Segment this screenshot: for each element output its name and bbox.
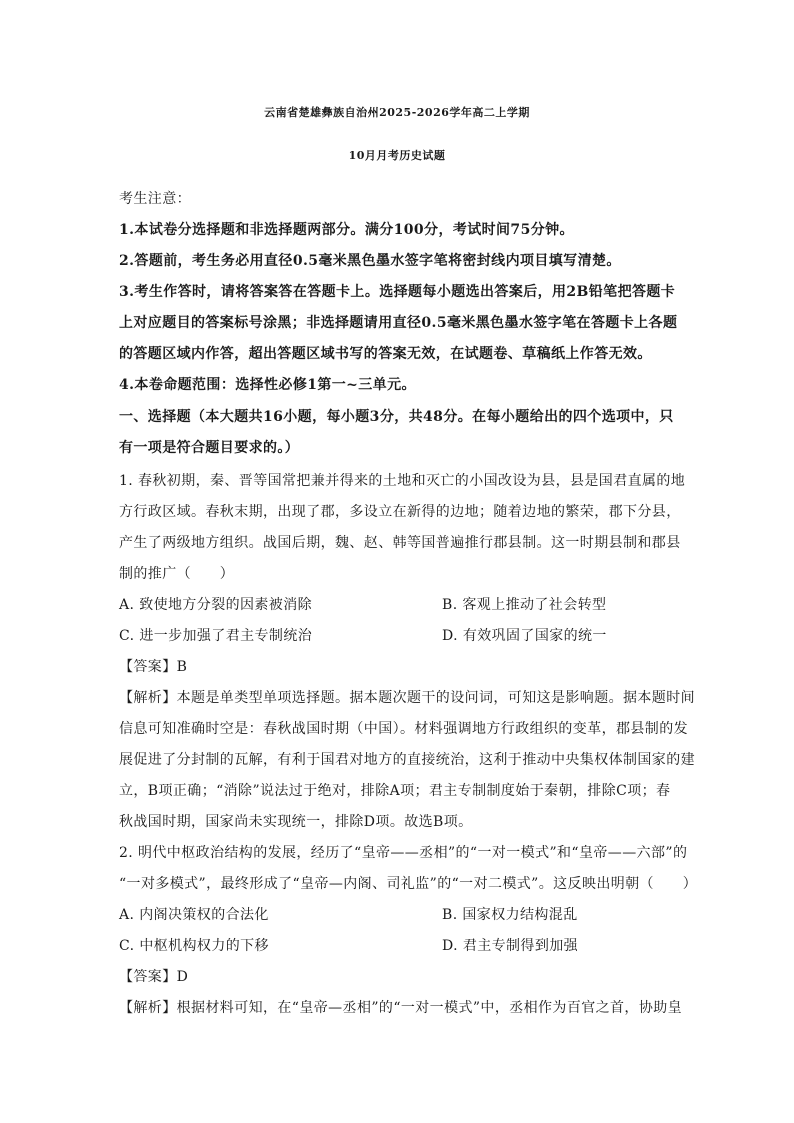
- question-1-stem-line3: 产生了两级地方组织。战国后期，魏、赵、韩等国普遍推行郡县制。这一时期县制和郡县: [119, 535, 681, 551]
- exam-title-line2: 10月月考历史试题: [348, 149, 446, 162]
- question-2-answer: 【答案】D: [119, 969, 189, 985]
- question-2-option-a: A. 内阁决策权的合法化: [119, 907, 269, 923]
- notice-item-3-line2: 上对应题目的答案标号涂黑；非选择题请用直径0.5毫米黑色墨水签字笔在答题卡上各题: [119, 315, 678, 331]
- question-1-stem-line4: 制的推广（ ）: [119, 566, 235, 582]
- question-1-stem-line2: 方行政区域。春秋末期，出现了郡，多设立在新得的边地；随着边地的繁荣，郡下分县，: [119, 504, 681, 520]
- question-1-explanation-line1: 【解析】本题是单类型单项选择题。据本题次题干的设问词，可知这是影响题。据本题时间: [119, 690, 695, 706]
- question-2-stem-line1: 2. 明代中枢政治结构的发展，经历了“皇帝——丞相”的“一对一模式”和“皇帝——六部”的: [119, 845, 688, 861]
- question-1-explanation-line4: 立，B项正确；“消除”说法过于绝对，排除A项；君主专制制度始于秦朝，排除C项；春: [119, 783, 671, 799]
- notice-item-3-line1: 3.考生作答时，请将答案答在答题卡上。选择题每小题选出答案后，用2B铅笔把答题卡: [119, 284, 676, 300]
- question-2-option-d: D. 君主专制得到加强: [442, 938, 579, 954]
- section-heading-line2: 有一项是符合题目要求的。）: [119, 440, 300, 456]
- question-1-answer: 【答案】B: [119, 659, 188, 675]
- notice-item-2: 2.答题前，考生务必用直径0.5毫米黑色墨水签字笔将密封线内项目填写清楚。: [119, 253, 621, 269]
- question-1-explanation-line2: 信息可知准确时空是：春秋战国时期（中国）。材料强调地方行政组织的变革，郡县制的发: [119, 721, 688, 737]
- question-1-explanation-line3: 展促进了分封制的瓦解，有利于国君对地方的直接统治，这利于推动中央集权体制国家的建: [119, 752, 695, 768]
- question-1-explanation-line5: 秋战国时期，国家尚未实现统一，排除D项。故选B项。: [119, 814, 473, 830]
- question-1-option-b: B. 客观上推动了社会转型: [442, 597, 607, 613]
- section-heading-line1: 一、选择题（本大题共16小题，每小题3分，共48分。在每小题给出的四个选项中，只: [119, 409, 674, 425]
- question-2-option-b: B. 国家权力结构混乱: [442, 907, 578, 923]
- notice-item-3-line3: 的答题区域内作答，超出答题区域书写的答案无效，在试题卷、草稿纸上作答无效。: [119, 346, 652, 362]
- question-1-option-d: D. 有效巩固了国家的统一: [442, 628, 607, 644]
- question-1-stem-line1: 1. 春秋初期，秦、晋等国常把兼并得来的土地和灭亡的小国改设为县，县是国君直属的地: [119, 473, 686, 489]
- question-1-option-c: C. 进一步加强了君主专制统治: [119, 628, 313, 644]
- question-2-explanation-line1: 【解析】根据材料可知，在“皇帝—丞相”的“一对一模式”中，丞相作为百官之首，协助皇: [119, 1000, 683, 1016]
- notice-heading: 考生注意：: [119, 191, 191, 207]
- question-1-option-a: A. 致使地方分裂的因素被消除: [119, 597, 313, 613]
- notice-item-1: 1.本试卷分选择题和非选择题两部分。满分100分，考试时间75分钟。: [119, 222, 574, 238]
- notice-item-4: 4.本卷命题范围：选择性必修1第一~三单元。: [119, 377, 416, 393]
- exam-title-line1: 云南省楚雄彝族自治州2025-2026学年高二上学期: [264, 106, 530, 119]
- question-2-option-c: C. 中枢机构权力的下移: [119, 938, 269, 954]
- question-2-stem-line2: “一对多模式”，最终形成了“皇帝—内阁、司礼监”的“一对二模式”。这反映出明朝（ ）: [119, 876, 698, 892]
